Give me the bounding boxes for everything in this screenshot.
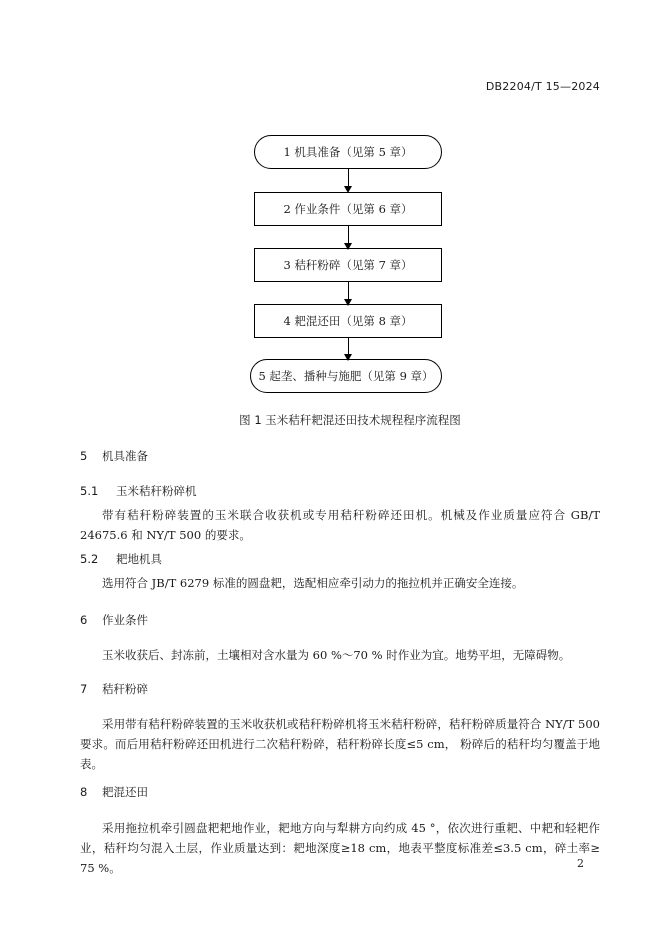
section-6-text: 玉米收获后、封冻前，土壤相对含水量为 60 %～70 % 时作业为宜。地势平坦，无障碍物。 <box>102 648 571 662</box>
section-title: 作业条件 <box>102 613 148 627</box>
section-number: 7 <box>80 682 88 696</box>
section-number: 5.2 <box>80 552 99 566</box>
section-number: 5 <box>80 449 88 463</box>
standard-code: DB2204/T 15—2024 <box>485 80 600 93</box>
flow-arrow-2-line <box>348 226 349 243</box>
section-title: 秸秆粉碎 <box>102 682 148 696</box>
flow-arrow-3-line <box>348 282 349 299</box>
section-8-heading <box>80 784 148 800</box>
section-7-text: 采用带有秸秆粉碎装置的玉米收获机或秸秆粉碎机将玉米秸秆粉碎，秸秆粉碎质量符合 NY/T 500 要求。而后用秸秆粉碎还田机进行二次秸秆粉碎，秸秆粉碎长度≤5 cm， 粉碎后的秸秆均匀覆盖于地表。 <box>80 717 600 771</box>
flow-arrow-4-line <box>348 338 349 354</box>
flow-step-4: 4 耙混还田（见第 8 章） <box>254 304 442 338</box>
flow-arrow-1-line <box>348 169 349 186</box>
section-title: 耙地机具 <box>116 552 162 566</box>
section-5-1-heading <box>80 483 197 499</box>
flow-step-2: 2 作业条件（见第 6 章） <box>254 192 442 226</box>
section-number: 8 <box>80 785 88 799</box>
section-5-2-heading <box>80 551 162 567</box>
section-number: 5.1 <box>80 484 99 498</box>
figure-caption: 图 1 玉米秸秆耙混还田技术规程程序流程图 <box>239 413 461 427</box>
section-6-heading <box>80 612 148 628</box>
flow-step-3: 3 秸秆粉碎（见第 7 章） <box>254 248 442 282</box>
section-title: 耙混还田 <box>102 785 148 799</box>
flow-step-5: 5 起垄、播种与施肥（见第 9 章） <box>250 359 442 393</box>
section-title: 机具准备 <box>102 449 148 463</box>
section-8-text: 采用拖拉机牵引圆盘耙耙地作业，耙地方向与犁耕方向约成 45 °，依次进行重耙、中耙和轻耙作业，秸秆均匀混入土层，作业质量达到：耙地深度≥18 cm，地表平整度标准差≤3.5 cm，碎土率≥ 75 %。 <box>80 821 600 875</box>
section-7-heading <box>80 681 148 697</box>
section-5-2-text: 选用符合 JB/T 6279 标准的圆盘耙，选配相应牵引动力的拖拉机并正确安全连接。 <box>102 576 524 590</box>
section-title: 玉米秸秆粉碎机 <box>116 484 197 498</box>
section-5-1-text: 带有秸秆粉碎装置的玉米联合收获机或专用秸秆粉碎还田机。机械及作业质量应符合 GB/T 24675.6 和 NY/T 500 的要求。 <box>80 508 600 542</box>
page-number: 2 <box>577 857 584 870</box>
section-5-heading <box>80 448 148 464</box>
flow-step-1: 1 机具准备（见第 5 章） <box>254 135 442 169</box>
section-number: 6 <box>80 613 88 627</box>
